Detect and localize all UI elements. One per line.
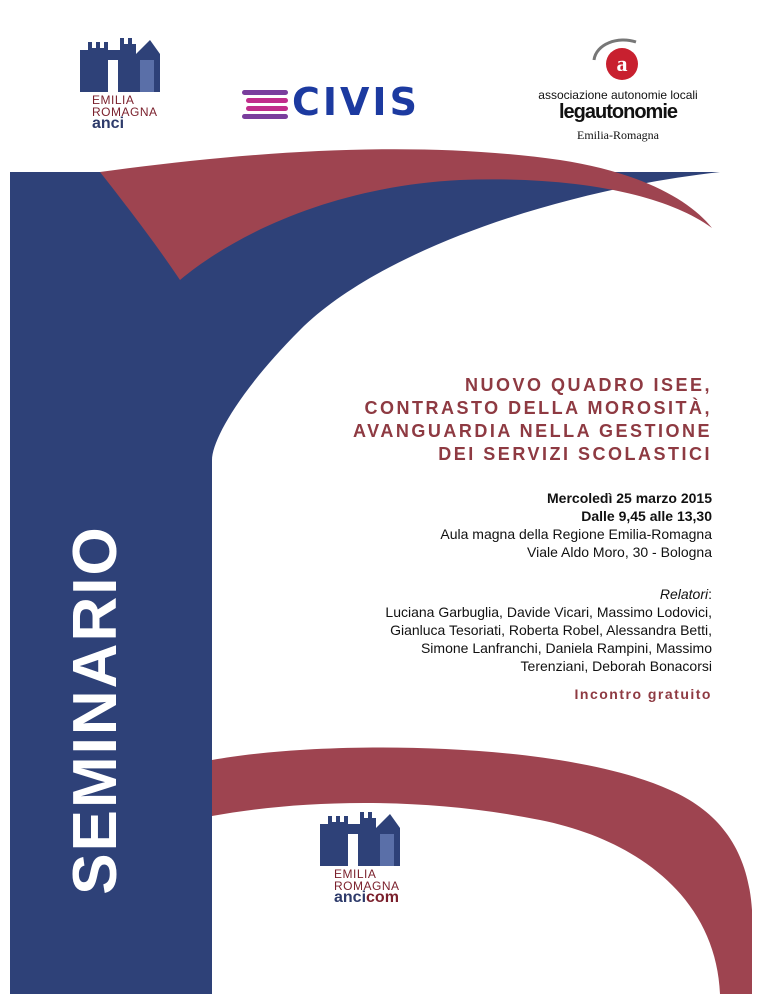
- speakers-line-1: Luciana Garbuglia, Davide Vicari, Massimo Lodovici,: [385, 604, 712, 620]
- castle-towers-icon: [318, 804, 418, 866]
- legautonomie-logo: [528, 34, 708, 154]
- legautonomie-a-icon: [588, 34, 648, 84]
- logo-text-romagna: ROMAGNA: [92, 105, 158, 119]
- event-info: [232, 489, 712, 561]
- event-venue: Aula magna della Regione Emilia-Romagna: [440, 526, 712, 542]
- civis-logo: [240, 80, 460, 124]
- speakers-line-2: Gianluca Tesoriati, Roberta Robel, Alessandra Betti,: [390, 622, 712, 638]
- title-line-3: AVANGUARDIA NELLA GESTIONE: [352, 421, 712, 441]
- speakers-line-3: Simone Lanfranchi, Daniela Rampini, Massimo: [420, 640, 712, 656]
- speakers-colon: :: [708, 586, 712, 602]
- logo-text-emilia: EMILIA: [92, 93, 135, 107]
- title-line-4: DEI SERVIZI SCOLASTICI: [438, 444, 712, 464]
- free-entry-note: Incontro gratuito: [574, 686, 712, 702]
- logo-text-anci: anci: [334, 889, 367, 906]
- anci-emilia-romagna-logo: [78, 30, 178, 150]
- logo-text-com: com: [366, 889, 399, 906]
- logo-text-romagna: ROMAGNA: [334, 879, 400, 893]
- civis-wordmark: CIVIS: [292, 80, 420, 124]
- title-line-2: CONTRASTO DELLA MOROSITÀ,: [364, 398, 712, 418]
- lega-text-name: legautonomie: [558, 101, 677, 123]
- civis-stripes-icon: [240, 86, 290, 122]
- svg-text:a: a: [616, 51, 628, 76]
- lega-text-association: associazione autonomie locali: [538, 88, 698, 102]
- speakers-label: Relatori: [659, 586, 709, 602]
- lega-text-region: Emilia-Romagna: [577, 128, 659, 142]
- logo-text-ancicom: [334, 889, 400, 906]
- speakers-heading: [232, 585, 712, 603]
- speakers-line-4: Terenziani, Deborah Bonacorsi: [520, 658, 712, 674]
- event-time: Dalle 9,45 alle 13,30: [581, 508, 712, 524]
- castle-towers-icon: [78, 30, 178, 92]
- title-line-1: NUOVO QUADRO ISEE,: [464, 375, 712, 395]
- seminario-vertical-label: [58, 500, 134, 920]
- logo-text-anci: anci: [92, 115, 125, 132]
- event-date: Mercoledì 25 marzo 2015: [547, 490, 712, 506]
- maroon-arc-bottom: [212, 748, 752, 994]
- speakers-block: [232, 585, 712, 675]
- logo-text-emilia: EMILIA: [334, 867, 377, 881]
- seminar-title: [192, 374, 712, 466]
- event-address: Viale Aldo Moro, 30 - Bologna: [527, 544, 712, 560]
- ancicom-logo: [318, 804, 428, 924]
- seminario-text: SEMINARIO: [61, 525, 130, 895]
